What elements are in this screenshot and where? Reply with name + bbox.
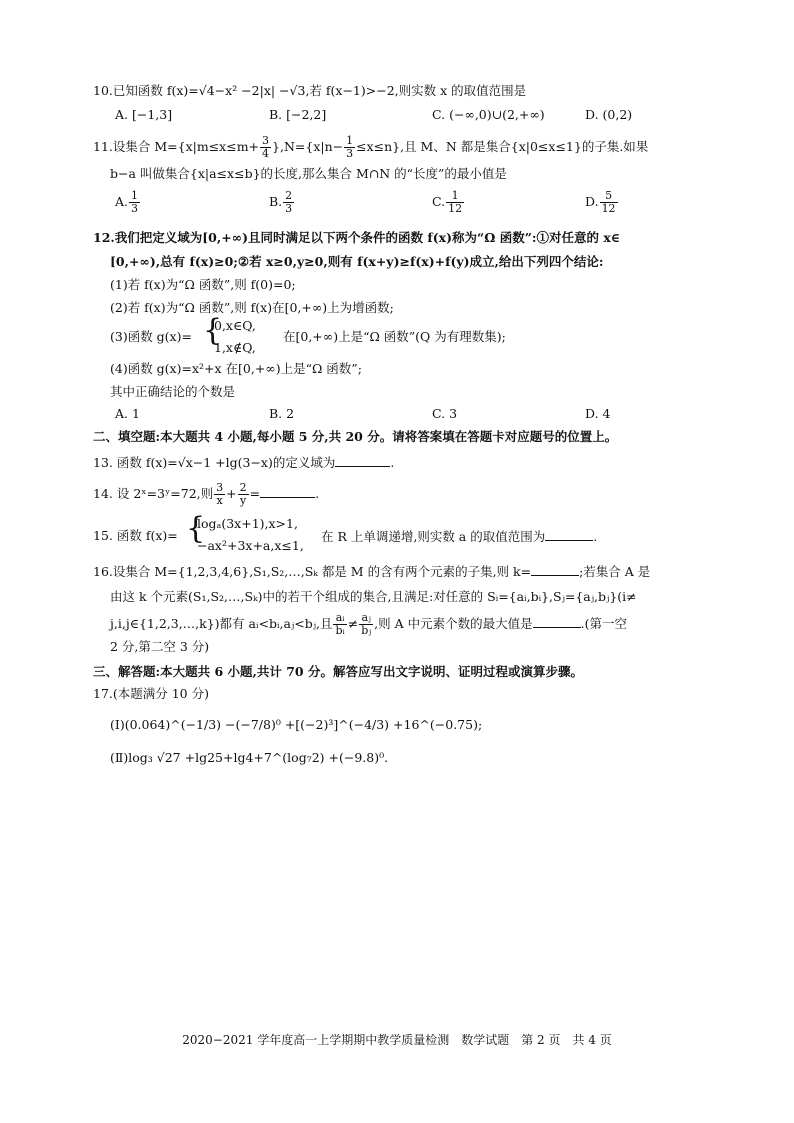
q10-option-c: C. (−∞,0)∪(2,+∞) xyxy=(432,107,545,122)
q12-statement-2: (2)若 f(x)为“Ω 函数”,则 f(x)在[0,+∞)上为增函数; xyxy=(110,300,394,315)
frac-num: 2 xyxy=(239,481,247,494)
answer-blank-2[interactable] xyxy=(533,615,581,628)
q13 xyxy=(93,454,394,471)
option-label: A. xyxy=(115,194,129,209)
plus-sign: + xyxy=(226,486,237,501)
frac-den: y xyxy=(240,494,247,507)
q16-text-d: ,则 A 中元素个数的最大值是 xyxy=(374,616,533,631)
option-label: C. xyxy=(432,194,446,209)
q11-option-b xyxy=(269,190,295,215)
q16-text-b: ;若集合 A 是 xyxy=(579,564,651,579)
q15-suffix xyxy=(321,528,597,545)
q16-text-e: .(第一空 xyxy=(580,616,627,631)
q16-text-a: 16.设集合 M={1,2,3,4,6},S₁,S₂,…,Sₖ 都是 M 的含有两个元素的子集,则 k= xyxy=(93,564,532,579)
frac-den: 4 xyxy=(262,147,270,160)
q14-fraction-2-y xyxy=(238,482,249,507)
section-3-heading: 三、解答题:本大题共 6 小题,共计 70 分。解答应写出文字说明、证明过程或演算步骤。 xyxy=(93,664,583,679)
frac-num: 5 xyxy=(600,190,618,203)
q11-text-a: 11.设集合 M={x|m≤x≤m+ xyxy=(93,139,260,154)
q11-option-a xyxy=(115,190,141,215)
q10-stem xyxy=(93,83,526,99)
answer-blank[interactable] xyxy=(260,485,315,498)
q12-option-b: B. 2 xyxy=(269,406,295,421)
q12-statement-4: (4)函数 g(x)=x²+x 在[0,+∞)上是“Ω 函数”; xyxy=(110,361,362,376)
section-2-heading: 二、填空题:本大题共 4 小题,每小题 5 分,共 20 分。请将答案填在答题卡对应题号的位置上。 xyxy=(93,429,618,444)
answer-blank[interactable] xyxy=(545,528,593,541)
q12-statement-3-prefix: (3)函数 g(x)= xyxy=(110,329,192,344)
q14 xyxy=(93,482,319,507)
q11-text-b: },N={x|n− xyxy=(272,139,344,154)
q16-line3 xyxy=(110,612,627,637)
frac-num: 3 xyxy=(262,134,270,147)
frac-num: 2 xyxy=(285,189,293,202)
q14-fraction-3-x xyxy=(214,482,225,507)
q11-fraction-1-3 xyxy=(344,135,355,160)
equals-sign: = xyxy=(249,486,261,501)
frac-num: 1 xyxy=(446,190,464,203)
q15-text: 在 R 上单调递增,则实数 a 的取值范围为 xyxy=(321,529,546,544)
q10-option-a: A. [−1,3] xyxy=(115,107,173,122)
q14-text-a: 14. 设 2ˣ=3ʸ=72,则 xyxy=(93,486,214,501)
q17-part-1: (Ⅰ)(0.064)^(−1/3) −(−7/8)⁰ +[(−2)³]^(−4/3) +16^(−0.75); xyxy=(110,717,483,732)
q16-line1 xyxy=(93,563,650,580)
q12-option-c: C. 3 xyxy=(432,406,458,421)
q15-case1: logₐ(3x+1),x>1, xyxy=(197,516,298,531)
frac-den: 3 xyxy=(346,147,354,160)
frac-num: 3 xyxy=(216,481,224,494)
q13-period: . xyxy=(390,455,395,470)
frac-den: 3 xyxy=(285,202,293,215)
option-label: B. xyxy=(269,194,283,209)
answer-blank-1[interactable] xyxy=(531,563,579,576)
page-footer: 2020−2021 学年度高一上学期期中教学质量检测 数学试题 第 2 页 共 4 页 xyxy=(182,1033,612,1047)
q11-text-c: ≤x≤n},且 M、N 都是集合{x|0≤x≤1}的子集.如果 xyxy=(356,139,649,154)
q10-text: 10.已知函数 f(x)=√4−x² −2|x| −√3,若 f(x−1)>−2,则实数 x 的取值范围是 xyxy=(93,83,527,98)
q13-text: 13. 函数 f(x)=√x−1 +lg(3−x)的定义域为 xyxy=(93,455,336,470)
q16-text-c: j,i,j∈{1,2,3,…,k})都有 aᵢ<bᵢ,aⱼ<bⱼ,且 xyxy=(110,616,333,631)
q12-statement-3-case1: 0,x∈Q, xyxy=(214,318,256,333)
frac-num: aᵢ xyxy=(333,612,346,625)
q15-period: . xyxy=(593,529,598,544)
q11-stem-line2: b−a 叫做集合{x|a≤x≤b}的长度,那么集合 M∩N 的“长度”的最小值是 xyxy=(110,166,507,181)
q12-statement-1: (1)若 f(x)为“Ω 函数”,则 f(0)=0; xyxy=(110,277,296,292)
frac-den: x xyxy=(216,494,223,507)
option-fraction xyxy=(283,190,294,215)
frac-den: 12 xyxy=(601,202,616,215)
q15-case2: −ax²+3x+a,x≤1, xyxy=(197,538,304,553)
q12-option-a: A. 1 xyxy=(115,406,140,421)
q16-line2: 由这 k 个元素(S₁,S₂,…,Sₖ)中的若干个组成的集合,且满足:对任意的 Sᵢ={aᵢ,bᵢ},Sⱼ={aⱼ,bⱼ}(i≠ xyxy=(110,589,637,604)
q17-title: 17.(本题满分 10 分) xyxy=(93,686,209,701)
q12-statement-3-suffix: 在[0,+∞)上是“Ω 函数”(Q 为有理数集); xyxy=(283,329,506,344)
q14-period: . xyxy=(315,486,320,501)
piecewise-brace: { xyxy=(203,313,223,348)
q11-stem-line1 xyxy=(93,135,648,160)
option-fraction xyxy=(446,190,464,215)
q10-option-d: D. (0,2) xyxy=(585,107,633,122)
q16-fraction-ai-bi xyxy=(333,612,346,637)
q16-line4: 2 分,第二空 3 分) xyxy=(110,639,210,654)
frac-num: 1 xyxy=(131,189,139,202)
option-fraction xyxy=(600,190,618,215)
q12-stem-line2: [0,+∞),总有 f(x)≥0;②若 x≥0,y≥0,则有 f(x+y)≥f(x)+f(y)成立,给出下列四个结论: xyxy=(110,254,604,269)
answer-blank[interactable] xyxy=(335,454,390,467)
option-label: D. xyxy=(585,194,599,209)
frac-den: bᵢ xyxy=(335,624,345,637)
frac-num: 1 xyxy=(346,134,354,147)
q16-fraction-aj-bj xyxy=(359,612,373,637)
option-fraction xyxy=(129,190,140,215)
q12-question: 其中正确结论的个数是 xyxy=(110,384,236,399)
q11-fraction-3-4 xyxy=(260,135,271,160)
frac-den: bⱼ xyxy=(361,624,372,637)
q15-prefix: 15. 函数 f(x)= xyxy=(93,528,178,543)
q12-stem-line1: 12.我们把定义域为[0,+∞)且同时满足以下两个条件的函数 f(x)称为“Ω 函数”:①对任意的 x∈ xyxy=(93,230,621,245)
piecewise-brace: { xyxy=(186,511,206,546)
frac-num: aⱼ xyxy=(359,612,373,625)
not-equal-sign: ≠ xyxy=(347,616,359,631)
q11-option-d xyxy=(585,190,619,215)
frac-den: 12 xyxy=(448,202,463,215)
frac-den: 3 xyxy=(131,202,139,215)
q10-option-b: B. [−2,2] xyxy=(269,107,327,122)
q12-option-d: D. 4 xyxy=(585,406,611,421)
q12-statement-3-case2: 1,x∉Q, xyxy=(214,340,256,355)
q17-part-2: (Ⅱ)log₃ √27 +lg25+lg4+7^(log₇2) +(−9.8)⁰. xyxy=(110,750,389,765)
q11-option-c xyxy=(432,190,465,215)
